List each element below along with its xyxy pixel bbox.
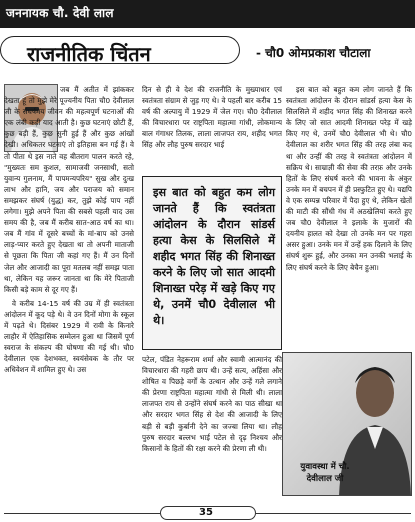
column-1-paragraph [4,84,134,295]
page-header [0,0,415,28]
column-1-text-2: वे करीब 14-15 वर्ष की उम्र में ही स्वतंत्रता आंदोलन में कूद पड़े थे। वे उन दिनों मोगा के स्कूल में पढ़ते थे। दिसंबर 1929 में रावी के किनारे लाहौर में ऐतिहासिक सम्मेलन हुआ था जिसमें पूर्ण स्वराज के संकल्प की घोषणा की गई थी। चौ0 देवीलाल एक देशभक्त, स्वयंसेवक के तौर पर अधिवेशन में शामिल हुए थे। उस [4,298,134,375]
column-1-text: जब मैं अतीत में झांककर देखता हूं तो मुझे मेरे पूज्यनीय पिता चौ0 देवीलाल जी के संघर्षमय जीवन की महत्वपूर्ण घटनाओं की एक लंबी कड़ी याद आती है। कुछ घटनाएं छोटी हैं, कुछ बड़ी हैं, कुछ सुनी हुई हैं और कुछ आंखों देखी। अधिकतर घटनाएं तो इतिहास बन गई हैं। वे तो पीता थे इस नाते वह बीतराग पालन करते रहे, "मुख्यतः सम कुशल, सामाजवी जनसाथी, सतो युवान्य गुलनाम, मैं पापमन्यपरिय" सुख और दुःख लाभ और हानि, जय और पराजय को समान समझकर संघर्ष (युद्ध) कर, तुझे कोई पाप नहीं लगेगा। मुझे अपने पिता की सबसे पहली याद उस समय की है, जब मैं करीब सात-आठ वर्ष का था। जब मैं गांव में दूसरे बच्चों के मां-बाप को उनसे लाड़-प्यार करते हुए देखता था तो अपनी माताजी से पूछता कि पिता जी कहां गए हैं। मैं उन दिनों जेल और आजादी का पूरा मतलब नहीं समझ पाता था, लेकिन यह जरूर जानता था कि मेरे पिताजी किसी बड़े काम से दूर गए हैं। [4,85,134,294]
pull-quote-text: इस बात को बहुत कम लोग जानते हैं कि स्वतंत्रता आंदोलन के दौरान सांडर्स हत्या केस के सिलसिले में शहीद भगत सिंह की शिनाख्त करने के लिए जो सात आदमी शिनाख्त परेड़ में खड़े किए गए थे, उनमें चौ0 देवीलाल भी थे। [153,186,275,327]
column-1 [4,84,134,378]
header-title: जननायक चौ. देवी लाल [6,6,114,20]
column-1-paragraph [4,298,134,376]
pull-quote-box [142,176,282,350]
footer-rule-left [4,513,160,514]
article-title: राजनीतिक चिंतन [27,42,151,66]
footer-rule-right [256,513,411,514]
column-3-paragraph [286,84,412,273]
page-number-badge [160,506,256,520]
column-3-text: इस बात को बहुत कम लोग जानते हैं कि स्वतंत्रता आंदोलन के दौरान सांडर्स हत्या केस के सिलसिले में शहीद भगत सिंह की शिनाख्त करने के लिए जो सात आदमी शिनाख्त परेड़ में खड़े किए गए थे, उनमें चौ0 देवीलाल भी थे। चौ0 देवीलाल का शरीर भगत सिंह की तरह लंबा कद था और उन्हीं की तरह वे स्वतंत्रता आंदोलन में सक्रिय थे। साम्राज्ञी की सेवा की तरफ़ और उनके हितों के लिए संघर्ष करने की भावना के अंकुर उनके मन में बचपन में ही प्रस्फुटित हुए थे। यद्यपि वे एक सम्पन्न परिवार में पैदा हुए थे, लेकिन खेतों की माटी की सौंधी गंध में अठखेलियां करते हुए जब चौ0 देवीलाल ने इलाके के मुजारों की दयनीय हालत को देखा तो उनके मन पर गहरा असर हुआ। उनके मन में उन्हें हक दिलाने के लिए संघर्ष शुरू हुई, और उनका मन उनकी भलाई के लिए संघर्ष करने के लिए बेचैन हुआ। [286,85,412,272]
column-2-bottom [142,354,282,504]
column-2-top [142,84,282,176]
photo-caption: युवावस्था में चौ. देवीलाल जी [300,462,350,484]
page-number: 35 [199,507,213,518]
column-2-text: दिन से ही वे देश की राजनीति के मुख्याधार एवं स्वतंत्रता संग्राम से जुड़ गए थे। वे पहली बार करीब 15 वर्ष की अल्पायु में 1929 में जेल गए। चौ0 देवीलाल की विचारधारा पर राष्ट्रपिता महात्मा गांधी, लोकमान्य बाल गंगाधर तिलक, लाला लाजपत राय, शहीद भगत सिंह और लौह पुरुष सरदार भाई [142,85,282,150]
author-byline: - चौ0 ओमप्रकाश चौटाला [256,46,371,60]
column-2-text-2: पटेल, पंडित नेहरूराम शर्मा और स्वामी आत्मानंद की विचारधारा की गहरी छाप थी। उन्हें सत्य, अहिंसा और शोषित व पिछड़े वर्गों के उत्थान और उन्हें गले लगाने की प्रेरणा राष्ट्रपिता महात्मा गांधी से मिली थी। लाला लाजपत राय से उन्होंने संघर्ष करने का पाठ सीखा था और सरदार भगत सिंह से देश की आजादी के लिए बड़ी से बड़ी कुर्बानी देने का जज्बा लिया था। लौह पुरुष सरदार बल्लभ भाई पटेल से दृढ़ निश्चय और किसानों के हितों की रक्षा करने की प्रेरणा ली थी। [142,355,282,453]
young-devilal-photo [282,352,412,496]
article-title-box [0,36,240,64]
column-3 [286,84,412,348]
column-2-paragraph [142,84,282,151]
column-2-paragraph-2 [142,354,282,454]
